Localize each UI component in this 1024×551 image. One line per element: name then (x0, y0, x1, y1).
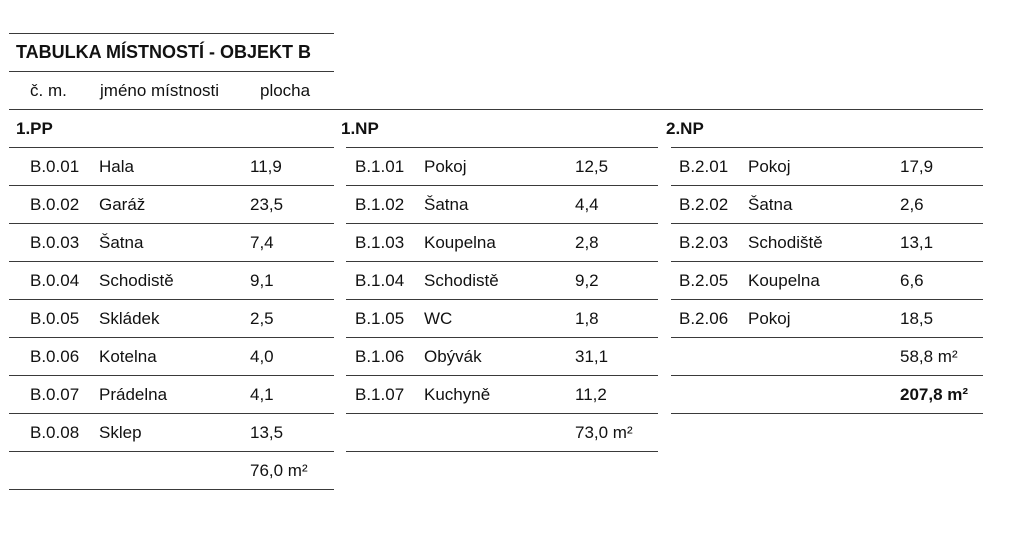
room-area: 9,2 (575, 271, 599, 290)
room-name: Koupelna (424, 233, 496, 252)
rule (9, 337, 334, 338)
rule (9, 413, 334, 414)
room-area: 1,8 (575, 309, 599, 328)
rule (671, 375, 983, 376)
room-name: Kotelna (99, 347, 157, 366)
room-name: Sklep (99, 423, 142, 442)
header-number: č. m. (30, 81, 67, 100)
room-name: Schodistě (99, 271, 174, 290)
room-name: Skládek (99, 309, 160, 328)
room-number: B.0.07 (30, 385, 80, 404)
rule (346, 261, 658, 262)
room-number: B.1.07 (355, 385, 405, 404)
rule-bottom (346, 451, 658, 452)
room-name: Pokoj (424, 157, 467, 176)
rule (346, 375, 658, 376)
floor-label-2np: 2.NP (666, 119, 704, 138)
room-name: Obývák (424, 347, 482, 366)
room-area: 18,5 (900, 309, 934, 328)
room-area: 13,1 (900, 233, 934, 252)
rule (346, 299, 658, 300)
room-number: B.2.02 (679, 195, 729, 214)
room-name: Schodistě (424, 271, 499, 290)
rule (346, 413, 658, 414)
room-number: B.0.06 (30, 347, 80, 366)
header-name: jméno místnosti (100, 81, 220, 100)
room-area: 9,1 (250, 271, 274, 290)
room-name: Pokoj (748, 157, 791, 176)
room-number: B.2.01 (679, 157, 729, 176)
room-name: Pokoj (748, 309, 791, 328)
room-area: 31,1 (575, 347, 609, 366)
room-number: B.0.03 (30, 233, 80, 252)
rule-title (9, 71, 334, 72)
room-number: B.1.04 (355, 271, 405, 290)
rule (9, 147, 334, 148)
rule (671, 261, 983, 262)
room-area: 11,2 (575, 385, 607, 404)
room-name: Schodiště (748, 233, 823, 252)
room-number: B.0.05 (30, 309, 80, 328)
room-area: 7,4 (250, 233, 274, 252)
rule (9, 185, 334, 186)
room-area: 2,6 (900, 195, 924, 214)
room-number: B.0.01 (30, 157, 80, 176)
room-number: B.1.06 (355, 347, 405, 366)
rule-top (9, 33, 334, 34)
room-area: 17,9 (900, 157, 934, 176)
room-area: 11,9 (250, 157, 282, 176)
room-number: B.1.01 (355, 157, 405, 176)
room-name: Hala (99, 157, 134, 176)
room-name: Kuchyně (424, 385, 491, 404)
room-number: B.2.05 (679, 271, 729, 290)
room-number: B.2.06 (679, 309, 729, 328)
rule (346, 223, 658, 224)
rule (671, 185, 983, 186)
rule (346, 185, 658, 186)
room-number: B.0.02 (30, 195, 80, 214)
room-number: B.1.02 (355, 195, 405, 214)
room-name: Šatna (424, 195, 469, 214)
room-name: Šatna (99, 233, 144, 252)
rule (346, 147, 658, 148)
room-area: 4,4 (575, 195, 599, 214)
room-area: 2,8 (575, 233, 599, 252)
room-name: Garáž (99, 195, 146, 214)
rule-header (9, 109, 983, 110)
room-number: B.0.08 (30, 423, 80, 442)
rule (671, 299, 983, 300)
floor-total-2np: 58,8 m² (900, 347, 958, 366)
rule (9, 451, 334, 452)
room-area: 4,0 (250, 347, 274, 366)
rule (9, 375, 334, 376)
room-area: 13,5 (250, 423, 284, 442)
floor-label-1np: 1.NP (341, 119, 379, 138)
rule-bottom (9, 489, 334, 490)
room-number: B.1.05 (355, 309, 405, 328)
room-area: 12,5 (575, 157, 609, 176)
rule (671, 223, 983, 224)
room-name: WC (424, 309, 453, 328)
rule (9, 261, 334, 262)
floor-total-1pp: 76,0 m² (250, 461, 308, 480)
grand-total: 207,8 m² (900, 385, 969, 404)
room-area: 23,5 (250, 195, 284, 214)
rule-bottom (671, 413, 983, 414)
room-name: Prádelna (99, 385, 168, 404)
room-area: 2,5 (250, 309, 274, 328)
room-area: 4,1 (250, 385, 274, 404)
room-name: Šatna (748, 195, 793, 214)
room-number: B.2.03 (679, 233, 729, 252)
header-area: plocha (260, 81, 311, 100)
floor-total-1np: 73,0 m² (575, 423, 633, 442)
rule (671, 147, 983, 148)
rule (346, 337, 658, 338)
room-area: 6,6 (900, 271, 924, 290)
room-name: Koupelna (748, 271, 820, 290)
room-number: B.0.04 (30, 271, 80, 290)
rule (9, 223, 334, 224)
room-number: B.1.03 (355, 233, 405, 252)
table-title: TABULKA MÍSTNOSTÍ - OBJEKT B (16, 42, 311, 62)
rule (671, 337, 983, 338)
floor-label-1pp: 1.PP (16, 119, 53, 138)
rule (9, 299, 334, 300)
